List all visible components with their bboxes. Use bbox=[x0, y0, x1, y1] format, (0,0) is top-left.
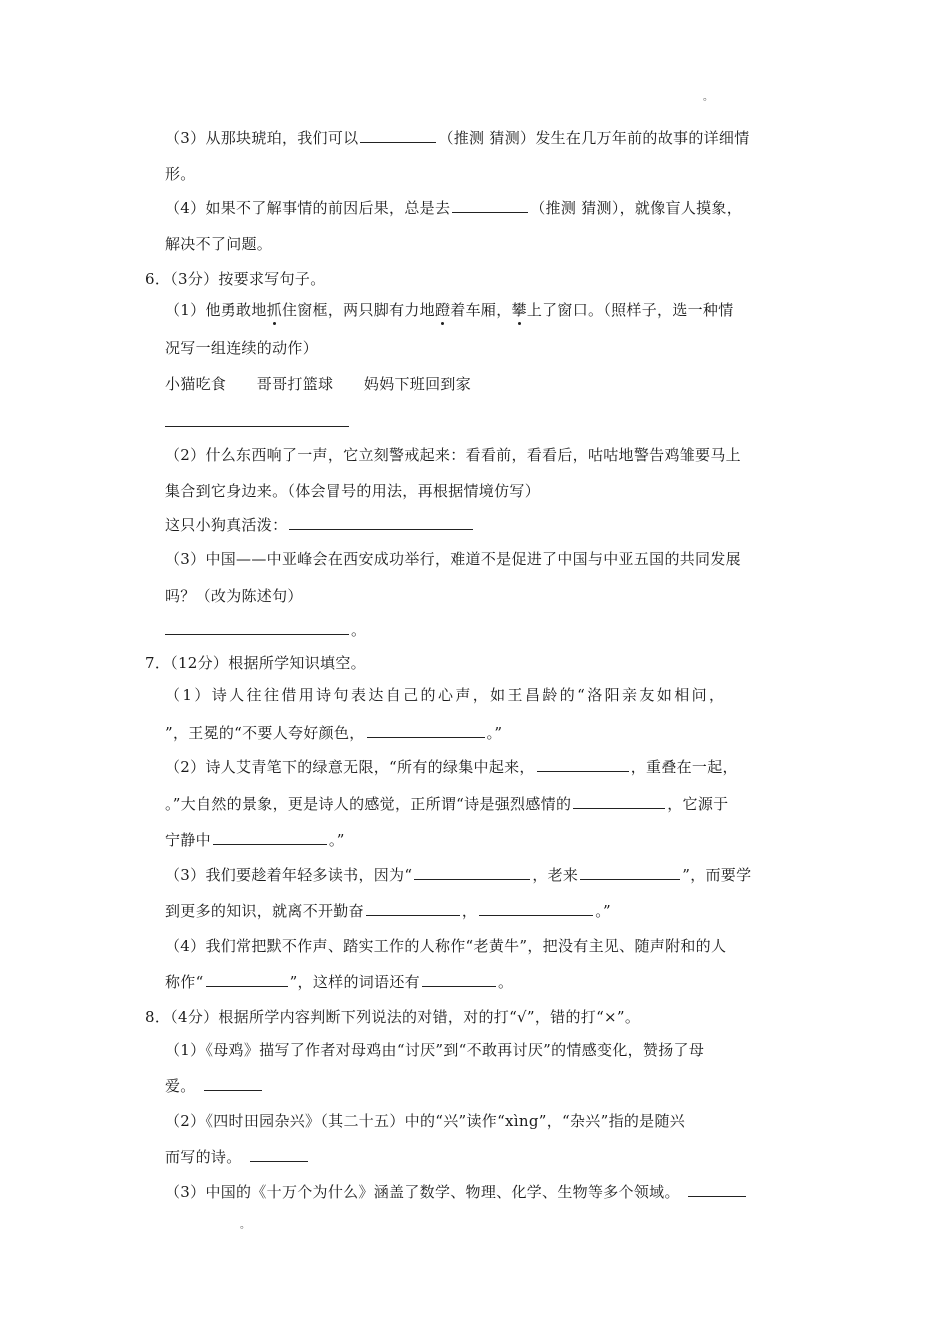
answer-blank[interactable] bbox=[213, 830, 327, 845]
q7-s2-line3: 宁静中 。” bbox=[165, 831, 345, 849]
answer-blank[interactable] bbox=[367, 723, 485, 738]
question-7-heading: 7．（12分）根据所学知识填空。 bbox=[145, 654, 366, 672]
answer-blank[interactable] bbox=[366, 901, 460, 916]
answer-blank[interactable] bbox=[573, 794, 665, 809]
q7-s3-line1: （3）我们要趁着年轻多读书，因为“ ，老来 ”，而要学 bbox=[165, 866, 752, 884]
q7-s2-line1: （2）诗人艾青笔下的绿意无限，“所有的绿集中起来， ，重叠在一起， bbox=[165, 758, 738, 776]
decorative-dot-bottom: 。 bbox=[240, 1220, 250, 1231]
answer-blank[interactable] bbox=[360, 128, 436, 143]
q7-s3-line2: 到更多的知识，就离不开勤奋 ， 。” bbox=[165, 902, 611, 920]
decorative-dot-top: 。 bbox=[703, 92, 713, 103]
answer-blank[interactable] bbox=[250, 1147, 308, 1162]
q7-s2-line2: 。”大自然的景象，更是诗人的感觉，正所谓“诗是强烈感情的 ，它源于 bbox=[165, 795, 729, 813]
q6-s1-line2: 况写一组连续的动作） bbox=[165, 339, 319, 357]
q8-s1-line1: （1）《母鸡》描写了作者对母鸡由“讨厌”到“不敢再讨厌”的情感变化，赞扬了母 bbox=[165, 1041, 705, 1059]
q7-s1-line1: （1）诗人往往借用诗句表达自己的心声，如王昌龄的“洛阳亲友如相问， bbox=[165, 686, 727, 704]
q6-s2-line1: （2）什么东西响了一声，它立刻警戒起来：看看前，看看后，咕咕地警告鸡雏要马上 bbox=[165, 446, 741, 464]
q6-s1-line1: （1）他勇敢地抓住窗框，两只脚有力地蹬着车厢，攀上了窗口。（照样子，选一种情 bbox=[165, 301, 734, 319]
answer-blank[interactable] bbox=[688, 1182, 746, 1197]
answer-blank[interactable] bbox=[289, 515, 473, 530]
q6-s1-answer-line[interactable] bbox=[165, 426, 349, 427]
q8-s2-line2: 而写的诗。 bbox=[165, 1147, 310, 1167]
q8-s2-line1: （2）《四时田园杂兴》（其二十五）中的“兴”读作“xìng”，“杂兴”指的是随兴 bbox=[165, 1112, 686, 1130]
answer-blank[interactable] bbox=[414, 865, 530, 880]
q7-s4-line2: 称作“ ”，这样的词语还有 。 bbox=[165, 973, 514, 991]
answer-blank[interactable] bbox=[580, 865, 680, 880]
q5-s4-line2: 解决不了问题。 bbox=[165, 235, 273, 253]
q8-s1-line2: 爱。 bbox=[165, 1076, 264, 1096]
answer-blank[interactable] bbox=[206, 972, 288, 987]
q7-s4-line1: （4）我们常把默不作声、踏实工作的人称作“老黄牛”，把没有主见、随声附和的人 bbox=[165, 937, 727, 955]
answer-blank[interactable] bbox=[204, 1076, 262, 1091]
q5-s3-line1: （3）从那块琥珀，我们可以 （推测 猜测）发生在几万年前的故事的详细情 bbox=[165, 129, 750, 147]
q6-s3-line2: 吗？（改为陈述句） bbox=[165, 587, 303, 605]
q6-s3-line1: （3）中国——中亚峰会在西安成功举行，难道不是促进了中国与中亚五国的共同发展 bbox=[165, 550, 741, 568]
answer-blank[interactable] bbox=[537, 757, 629, 772]
q6-s3-line3: 。 bbox=[165, 620, 366, 640]
answer-blank[interactable] bbox=[479, 901, 593, 916]
q5-s4-line1: （4）如果不了解事情的前因后果，总是去 （推测 猜测），就像盲人摸象， bbox=[165, 199, 743, 217]
q8-s3-line1: （3）中国的《十万个为什么》涵盖了数学、物理、化学、生物等多个领域。 bbox=[165, 1182, 748, 1202]
question-6-heading: 6．（3分）按要求写句子。 bbox=[145, 270, 326, 288]
q6-s2-line3: 这只小狗真活泼： bbox=[165, 515, 475, 535]
answer-blank[interactable] bbox=[422, 972, 496, 987]
q7-s1-line2: ”，王冕的“不要人夸好颜色， 。” bbox=[165, 724, 503, 742]
q6-s2-line2: 集合到它身边来。（体会冒号的用法，再根据情境仿写） bbox=[165, 482, 541, 500]
answer-blank[interactable] bbox=[452, 198, 528, 213]
answer-blank[interactable] bbox=[165, 620, 349, 635]
q6-s1-options: 小猫吃食 哥哥打篮球 妈妈下班回到家 bbox=[165, 375, 472, 393]
q5-s3-line2: 形。 bbox=[165, 165, 196, 183]
question-8-heading: 8．（4分）根据所学内容判断下列说法的对错，对的打“√”，错的打“×”。 bbox=[145, 1008, 641, 1026]
